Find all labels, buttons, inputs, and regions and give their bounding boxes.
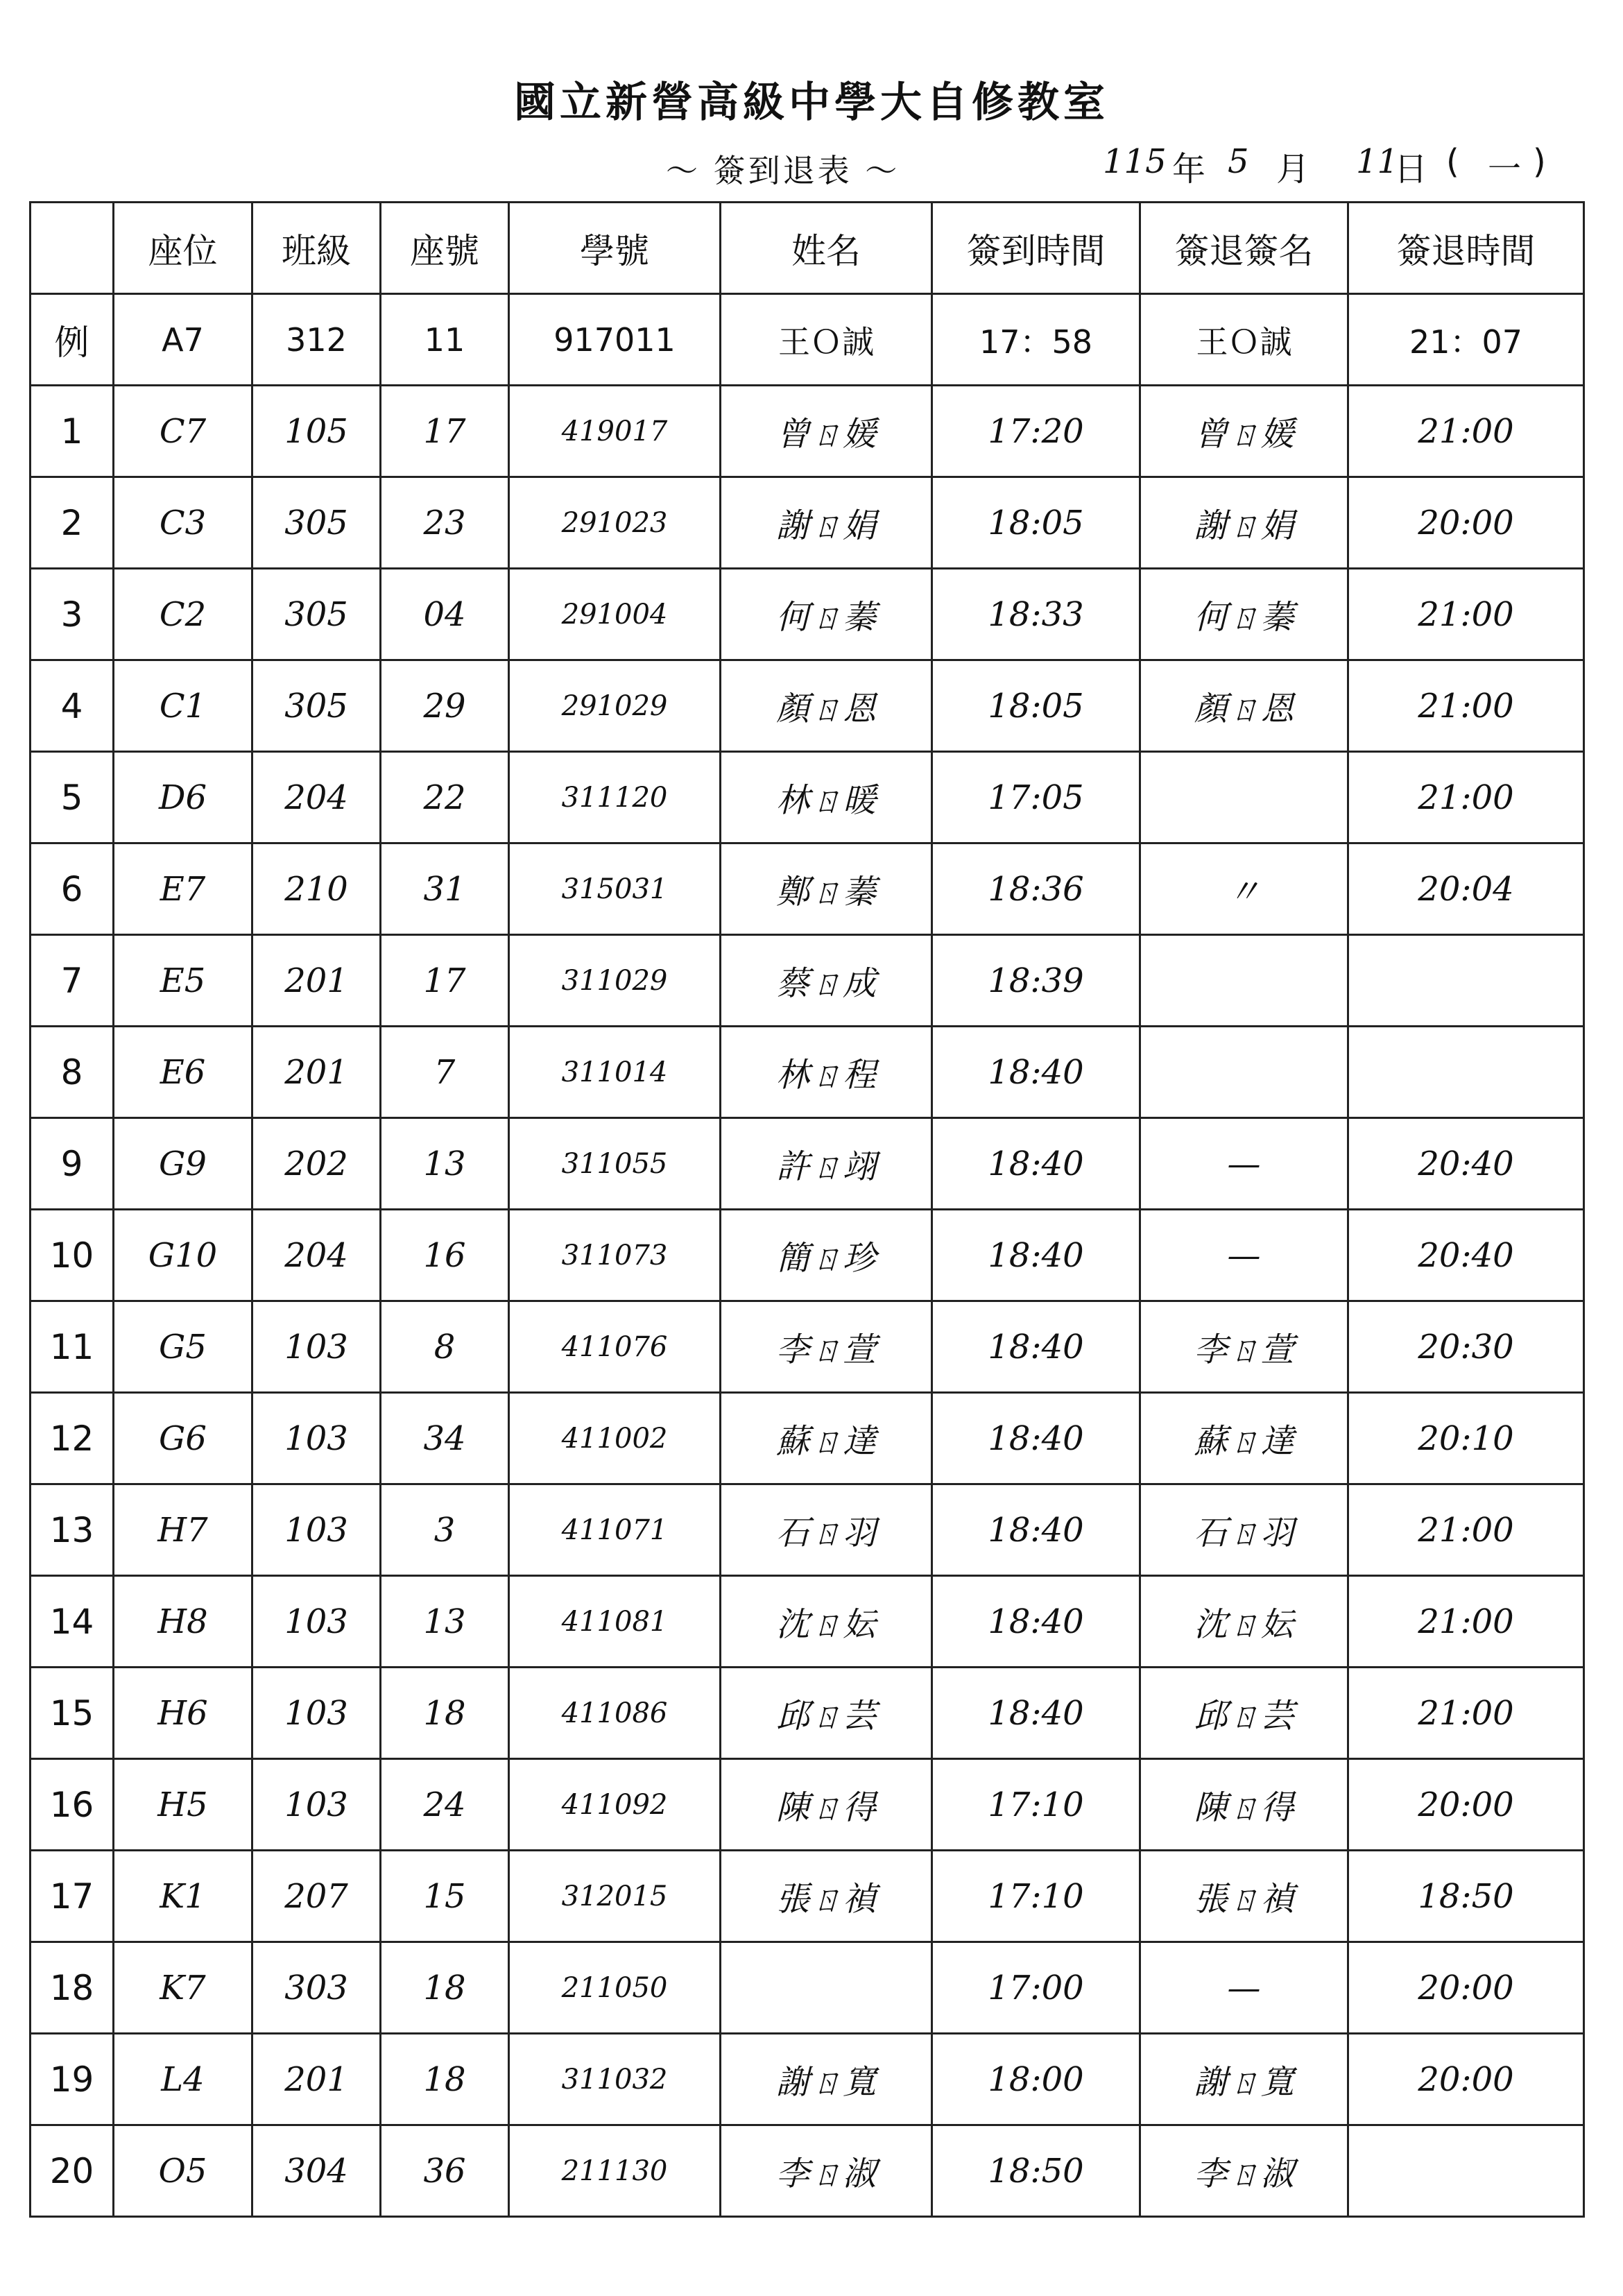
cell-sign-out-signature — [1140, 1027, 1348, 1118]
cell-class: 305 — [252, 569, 381, 660]
cell-sign-in-time: 17:10 — [932, 1759, 1140, 1851]
cell-seat-number: 18 — [381, 2034, 509, 2125]
table-row — [31, 1942, 1584, 2034]
cell-sign-out-time — [1348, 935, 1584, 1027]
header-class: 班級 — [252, 203, 381, 294]
cell-class: 204 — [252, 1210, 381, 1301]
cell-seat: G5 — [114, 1301, 252, 1393]
cell-sign-out-signature: 〃 — [1140, 843, 1348, 935]
cell-name: 蘇ㄖ達 — [721, 1393, 932, 1484]
cell-class: 207 — [252, 1851, 381, 1942]
cell-sign-in-time: 18:50 — [932, 2125, 1140, 2217]
table-row — [31, 1576, 1584, 1668]
cell-row-number: 19 — [31, 2034, 114, 2125]
example-row — [31, 294, 1584, 386]
cell-seat: G6 — [114, 1393, 252, 1484]
cell-sign-out-time: 20:40 — [1348, 1118, 1584, 1210]
cell-sign-out-time: 20:00 — [1348, 477, 1584, 569]
cell-student-id: 211050 — [509, 1942, 721, 2034]
cell-seat-number: 17 — [381, 935, 509, 1027]
cell-student-id: 411081 — [509, 1576, 721, 1668]
cell-class: 105 — [252, 386, 381, 477]
cell-sign-out-signature: 顏ㄖ恩 — [1140, 660, 1348, 752]
header-name: 姓名 — [721, 203, 932, 294]
cell-name — [721, 1942, 932, 2034]
cell-student-id: 211130 — [509, 2125, 721, 2217]
cell-row-number: 20 — [31, 2125, 114, 2217]
cell-sign-in-time: 18:33 — [932, 569, 1140, 660]
header-seat-number: 座號 — [381, 203, 509, 294]
table-row — [31, 1118, 1584, 1210]
cell-sign-out-signature: — — [1140, 1118, 1348, 1210]
cell-name: 沈ㄖ妘 — [721, 1576, 932, 1668]
cell-sign-in-time: 18:40 — [932, 1393, 1140, 1484]
cell-name: 蔡ㄖ成 — [721, 935, 932, 1027]
table-row — [31, 1027, 1584, 1118]
cell-sign-in-time: 18:40 — [932, 1118, 1140, 1210]
cell-student-id: 311055 — [509, 1118, 721, 1210]
table-row — [31, 752, 1584, 843]
cell-sign-out-time: 20:40 — [1348, 1210, 1584, 1301]
cell-student-id: 411086 — [509, 1668, 721, 1759]
table-row — [31, 1393, 1584, 1484]
cell-seat-number: 18 — [381, 1668, 509, 1759]
cell-student-id: 311029 — [509, 935, 721, 1027]
cell-name: 曾ㄖ媛 — [721, 386, 932, 477]
example-seat-number: 11 — [381, 294, 509, 386]
example-student-id: 917011 — [509, 294, 721, 386]
table-row — [31, 386, 1584, 477]
date-year-label: 年 — [1172, 150, 1206, 189]
cell-name: 顏ㄖ恩 — [721, 660, 932, 752]
table-row — [31, 569, 1584, 660]
cell-sign-in-time: 18:40 — [932, 1576, 1140, 1668]
cell-name: 陳ㄖ得 — [721, 1759, 932, 1851]
cell-sign-out-time: 21:00 — [1348, 752, 1584, 843]
page-title: 國立新營高級中學大自修教室 — [514, 78, 1109, 127]
cell-sign-in-time: 17:20 — [932, 386, 1140, 477]
cell-seat-number: 3 — [381, 1484, 509, 1576]
cell-sign-out-signature: 邱ㄖ芸 — [1140, 1668, 1348, 1759]
cell-student-id: 291004 — [509, 569, 721, 660]
cell-sign-out-time: 20:00 — [1348, 1759, 1584, 1851]
cell-student-id: 291029 — [509, 660, 721, 752]
cell-sign-out-time: 21:00 — [1348, 1576, 1584, 1668]
cell-name: 謝ㄖ寬 — [721, 2034, 932, 2125]
table-row — [31, 1668, 1584, 1759]
cell-name: 林ㄖ暖 — [721, 752, 932, 843]
cell-sign-out-time: 20:00 — [1348, 2034, 1584, 2125]
cell-class: 201 — [252, 2034, 381, 2125]
cell-sign-in-time: 18:40 — [932, 1210, 1140, 1301]
cell-seat-number: 04 — [381, 569, 509, 660]
cell-sign-out-time: 20:30 — [1348, 1301, 1584, 1393]
cell-sign-out-signature: 沈ㄖ妘 — [1140, 1576, 1348, 1668]
cell-sign-out-time — [1348, 2125, 1584, 2217]
table-row — [31, 1301, 1584, 1393]
cell-sign-out-signature — [1140, 935, 1348, 1027]
cell-sign-in-time: 18:36 — [932, 843, 1140, 935]
header-student-id: 學號 — [509, 203, 721, 294]
cell-student-id: 291023 — [509, 477, 721, 569]
cell-class: 304 — [252, 2125, 381, 2217]
cell-student-id: 411092 — [509, 1759, 721, 1851]
example-class: 312 — [252, 294, 381, 386]
cell-class: 303 — [252, 1942, 381, 2034]
header-sign-out-time: 簽退時間 — [1348, 203, 1584, 294]
date-year: 115 — [1103, 142, 1167, 181]
cell-sign-out-signature: — — [1140, 1942, 1348, 2034]
cell-row-number: 11 — [31, 1301, 114, 1393]
cell-sign-out-signature: 蘇ㄖ達 — [1140, 1393, 1348, 1484]
cell-class: 103 — [252, 1301, 381, 1393]
cell-student-id: 411076 — [509, 1301, 721, 1393]
cell-seat-number: 16 — [381, 1210, 509, 1301]
sign-in-table — [29, 201, 1585, 2218]
cell-sign-out-signature: 李ㄖ淑 — [1140, 2125, 1348, 2217]
cell-row-number: 18 — [31, 1942, 114, 2034]
cell-seat-number: 7 — [381, 1027, 509, 1118]
cell-name: 李ㄖ淑 — [721, 2125, 932, 2217]
cell-seat-number: 22 — [381, 752, 509, 843]
table-row — [31, 2125, 1584, 2217]
cell-name: 何ㄖ蓁 — [721, 569, 932, 660]
example-sign-out-signature: 王Ｏ誠 — [1140, 294, 1348, 386]
cell-sign-out-signature: 何ㄖ蓁 — [1140, 569, 1348, 660]
header-sign-in-time: 簽到時間 — [932, 203, 1140, 294]
cell-seat: H8 — [114, 1576, 252, 1668]
cell-name: 張ㄖ禎 — [721, 1851, 932, 1942]
cell-student-id: 315031 — [509, 843, 721, 935]
cell-seat: H5 — [114, 1759, 252, 1851]
cell-seat: H6 — [114, 1668, 252, 1759]
cell-sign-out-signature: 謝ㄖ娟 — [1140, 477, 1348, 569]
example-name: 王Ｏ誠 — [721, 294, 932, 386]
cell-seat: G9 — [114, 1118, 252, 1210]
table-row — [31, 1484, 1584, 1576]
cell-row-number: 13 — [31, 1484, 114, 1576]
cell-name: 鄭ㄖ蓁 — [721, 843, 932, 935]
cell-seat: C3 — [114, 477, 252, 569]
cell-sign-in-time: 18:00 — [932, 2034, 1140, 2125]
cell-seat: E6 — [114, 1027, 252, 1118]
cell-class: 103 — [252, 1668, 381, 1759]
cell-class: 204 — [252, 752, 381, 843]
cell-sign-in-time: 17:05 — [932, 752, 1140, 843]
cell-seat: E5 — [114, 935, 252, 1027]
cell-sign-out-signature: 曾ㄖ媛 — [1140, 386, 1348, 477]
cell-seat: O5 — [114, 2125, 252, 2217]
table-row — [31, 1759, 1584, 1851]
example-sign-in-time: 17：58 — [932, 294, 1140, 386]
cell-row-number: 10 — [31, 1210, 114, 1301]
cell-class: 305 — [252, 477, 381, 569]
cell-row-number: 4 — [31, 660, 114, 752]
cell-seat-number: 13 — [381, 1118, 509, 1210]
cell-class: 202 — [252, 1118, 381, 1210]
cell-row-number: 5 — [31, 752, 114, 843]
cell-class: 201 — [252, 1027, 381, 1118]
cell-name: 李ㄖ萱 — [721, 1301, 932, 1393]
cell-sign-in-time: 18:39 — [932, 935, 1140, 1027]
cell-sign-out-time: 21:00 — [1348, 1484, 1584, 1576]
cell-sign-out-signature: — — [1140, 1210, 1348, 1301]
cell-row-number: 12 — [31, 1393, 114, 1484]
cell-seat: C1 — [114, 660, 252, 752]
cell-seat: L4 — [114, 2034, 252, 2125]
cell-sign-in-time: 18:05 — [932, 477, 1140, 569]
cell-sign-out-time: 21:00 — [1348, 569, 1584, 660]
cell-row-number: 1 — [31, 386, 114, 477]
cell-sign-in-time: 18:40 — [932, 1484, 1140, 1576]
example-label: 例 — [31, 294, 114, 386]
cell-student-id: 419017 — [509, 386, 721, 477]
cell-row-number: 7 — [31, 935, 114, 1027]
cell-sign-out-signature: 張ㄖ禎 — [1140, 1851, 1348, 1942]
header-index — [31, 203, 114, 294]
date-weekday: 一 — [1484, 150, 1518, 189]
cell-sign-in-time: 18:40 — [932, 1301, 1140, 1393]
cell-student-id: 411071 — [509, 1484, 721, 1576]
cell-sign-out-time — [1348, 1027, 1584, 1118]
cell-sign-out-time: 20:10 — [1348, 1393, 1584, 1484]
cell-row-number: 2 — [31, 477, 114, 569]
cell-class: 103 — [252, 1759, 381, 1851]
cell-seat-number: 36 — [381, 2125, 509, 2217]
cell-seat-number: 13 — [381, 1576, 509, 1668]
cell-sign-out-signature: 陳ㄖ得 — [1140, 1759, 1348, 1851]
cell-seat: D6 — [114, 752, 252, 843]
cell-name: 林ㄖ程 — [721, 1027, 932, 1118]
cell-student-id: 311014 — [509, 1027, 721, 1118]
cell-seat-number: 15 — [381, 1851, 509, 1942]
cell-row-number: 8 — [31, 1027, 114, 1118]
header-seat: 座位 — [114, 203, 252, 294]
cell-sign-out-signature: 石ㄖ羽 — [1140, 1484, 1348, 1576]
cell-name: 謝ㄖ娟 — [721, 477, 932, 569]
cell-sign-out-signature: 李ㄖ萱 — [1140, 1301, 1348, 1393]
cell-row-number: 9 — [31, 1118, 114, 1210]
table-row — [31, 1851, 1584, 1942]
cell-class: 201 — [252, 935, 381, 1027]
example-sign-out-time: 21：07 — [1348, 294, 1584, 386]
cell-seat-number: 34 — [381, 1393, 509, 1484]
table-row — [31, 1210, 1584, 1301]
cell-sign-out-time: 18:50 — [1348, 1851, 1584, 1942]
cell-sign-out-signature: 謝ㄖ寬 — [1140, 2034, 1348, 2125]
date-day: 11 — [1356, 142, 1399, 181]
table-row — [31, 935, 1584, 1027]
cell-name: 石ㄖ羽 — [721, 1484, 932, 1576]
cell-class: 210 — [252, 843, 381, 935]
cell-row-number: 17 — [31, 1851, 114, 1942]
table-row — [31, 660, 1584, 752]
table-row — [31, 477, 1584, 569]
cell-sign-in-time: 18:05 — [932, 660, 1140, 752]
cell-sign-in-time: 17:00 — [932, 1942, 1140, 2034]
cell-class: 103 — [252, 1393, 381, 1484]
sheet-subtitle: ～ 簽到退表 ～ — [666, 152, 900, 189]
table-row — [31, 843, 1584, 935]
cell-seat-number: 8 — [381, 1301, 509, 1393]
cell-seat-number: 29 — [381, 660, 509, 752]
cell-seat: E7 — [114, 843, 252, 935]
cell-name: 許ㄖ翊 — [721, 1118, 932, 1210]
cell-seat-number: 18 — [381, 1942, 509, 2034]
cell-seat: C7 — [114, 386, 252, 477]
cell-class: 305 — [252, 660, 381, 752]
header-sign-out-signature: 簽退簽名 — [1140, 203, 1348, 294]
cell-sign-out-time: 21:00 — [1348, 386, 1584, 477]
cell-row-number: 14 — [31, 1576, 114, 1668]
cell-row-number: 16 — [31, 1759, 114, 1851]
table-row — [31, 2034, 1584, 2125]
cell-student-id: 311120 — [509, 752, 721, 843]
cell-student-id: 312015 — [509, 1851, 721, 1942]
cell-sign-out-signature — [1140, 752, 1348, 843]
header-row — [31, 203, 1584, 294]
cell-seat-number: 23 — [381, 477, 509, 569]
cell-name: 簡ㄖ珍 — [721, 1210, 932, 1301]
cell-class: 103 — [252, 1576, 381, 1668]
cell-seat: K7 — [114, 1942, 252, 2034]
cell-sign-out-time: 21:00 — [1348, 660, 1584, 752]
date-day-label: 日 — [1394, 150, 1428, 189]
cell-sign-out-time: 20:04 — [1348, 843, 1584, 935]
cell-seat: K1 — [114, 1851, 252, 1942]
cell-sign-out-time: 21:00 — [1348, 1668, 1584, 1759]
date-paren-open: ( — [1446, 142, 1459, 181]
cell-sign-in-time: 18:40 — [932, 1668, 1140, 1759]
date-month: 5 — [1228, 142, 1249, 181]
cell-name: 邱ㄖ芸 — [721, 1668, 932, 1759]
cell-seat-number: 17 — [381, 386, 509, 477]
cell-sign-in-time: 17:10 — [932, 1851, 1140, 1942]
cell-student-id: 311073 — [509, 1210, 721, 1301]
cell-student-id: 311032 — [509, 2034, 721, 2125]
cell-sign-in-time: 18:40 — [932, 1027, 1140, 1118]
cell-row-number: 6 — [31, 843, 114, 935]
cell-class: 103 — [252, 1484, 381, 1576]
cell-student-id: 411002 — [509, 1393, 721, 1484]
date-month-label: 月 — [1276, 150, 1310, 189]
cell-row-number: 3 — [31, 569, 114, 660]
date-paren-close: ) — [1533, 142, 1546, 181]
cell-sign-out-time: 20:00 — [1348, 1942, 1584, 2034]
cell-seat-number: 24 — [381, 1759, 509, 1851]
cell-seat-number: 31 — [381, 843, 509, 935]
cell-row-number: 15 — [31, 1668, 114, 1759]
cell-seat: G10 — [114, 1210, 252, 1301]
cell-seat: C2 — [114, 569, 252, 660]
cell-seat: H7 — [114, 1484, 252, 1576]
example-seat: A7 — [114, 294, 252, 386]
